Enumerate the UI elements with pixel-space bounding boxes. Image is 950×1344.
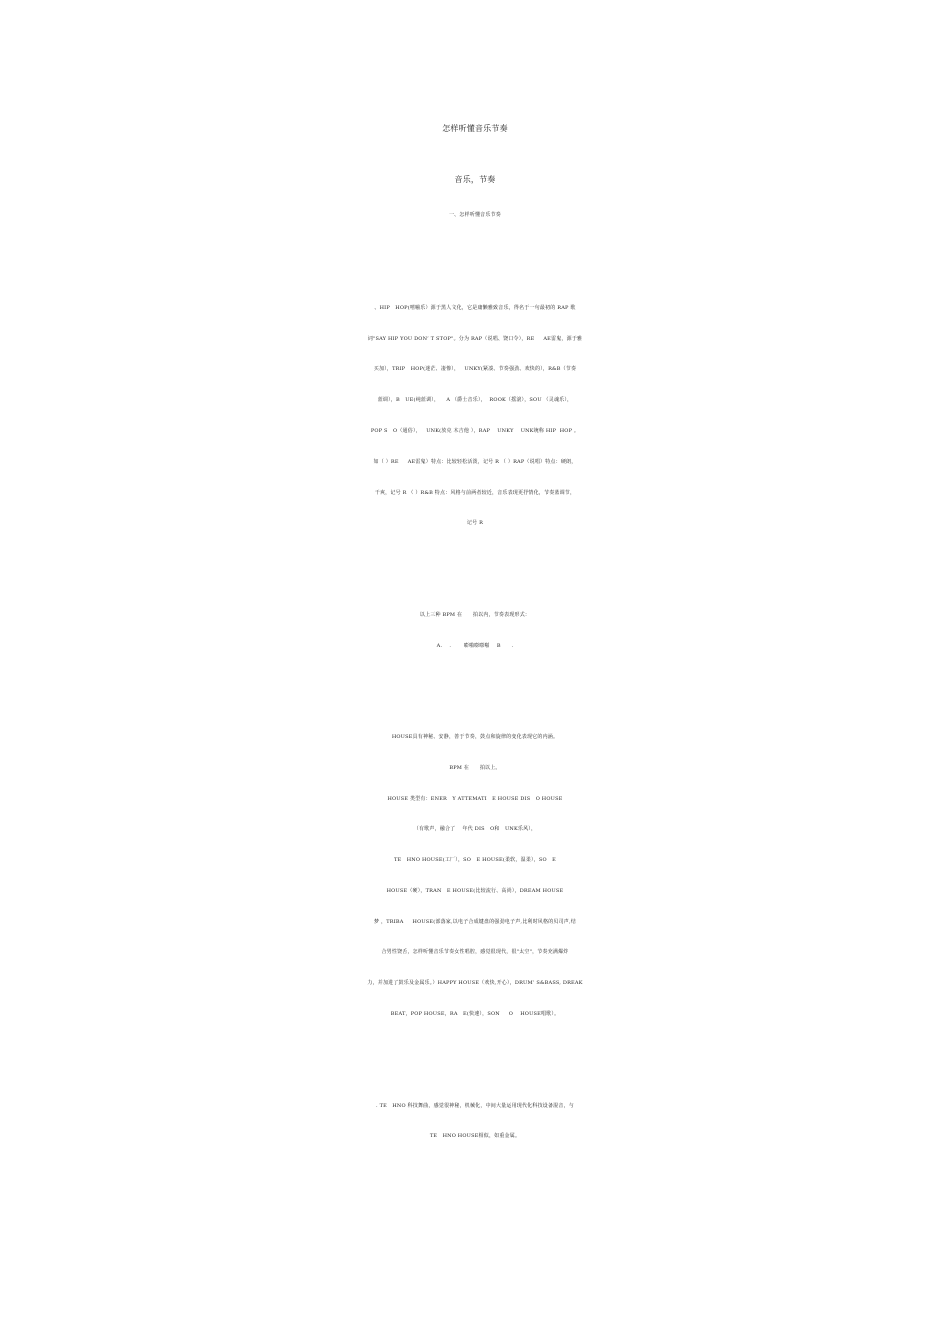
text-line: HOUSE 类型有：ENER Y ATTEMATI E HOUSE DIS O HOUSE — [387, 796, 563, 802]
text-line: HOUSE具有神秘、安静，善于节奏，鼓点和旋律的变化表现它的内涵。 — [391, 734, 559, 740]
document-title: 怎样听懂音乐节奏 — [442, 124, 508, 133]
text-line: 以上三种 BPM 在 拍以内，节奏表现形式： — [419, 612, 531, 618]
text-line: POP S O（通俗）， UNK(放克 木吉他 ），RAP UNKY UNK统称 HIP HOP 。 — [370, 428, 580, 434]
text-line: A. . 嘭啪嘭嘭啪 B . — [436, 643, 514, 649]
text-line: 如（ ）RE AE雷鬼）特点：比较轻松活泼，记号 R （ ）RAP（说唱）特点：硬朗， — [373, 459, 577, 465]
text-line: BPM 在 拍以上。 — [449, 765, 501, 771]
text-line: 合男性饶舌，怎样听懂音乐节奏女性唱腔，感觉很现代，很"太空"，节奏充满爆炸 — [381, 949, 569, 955]
text-line: 力，并加进了鼓乐及金属乐。）HAPPY HOUSE（欢快,开心），DRUM’ S&BASS, DREAK — [367, 980, 583, 986]
text-line: HOUSE（硬），TRAN E HOUSE(比较流行、高尚），DREAM HOUSE — [386, 888, 564, 894]
section-heading: 一、怎样听懂音乐节奏 — [448, 212, 501, 218]
text-line: TE HNO HOUSE(工厂），SO E HOUSE(柔软，温柔），SO E — [393, 857, 557, 863]
text-line: 、HIP HOP(嘻嘣乐）源于黑人文化，它是庸懒雅致音乐，得名于一句最初的 RAP 歌 — [374, 305, 576, 311]
text-line: 梦 ，TRIBA HOUSE(部落家,以电子合成键盘的强劲电子声,比利时风格的贝司声,结 — [374, 919, 576, 925]
document-keywords: 音乐，节奏 — [454, 175, 496, 184]
text-line: BEAT，POP HOUSE，RA E(快速），SON O HOUSE唱歌）。 — [390, 1011, 560, 1017]
text-line: 蓝调），B UE(纯蓝调）， A （爵士音乐）， ROOK（摇滚），SOU （灵魂乐）， — [377, 397, 573, 403]
text-line: 词"SAY HIP YOU DON’ T STOP"。分为 RAP（说唱、饶口令），RE AE雷鬼，源于雅 — [367, 336, 583, 342]
text-line: 干爽，记号 R （ ）R&B 特点：风格与前两者较近，音乐表现更抒情化，节奏蓝调节， — [374, 490, 576, 496]
text-line: 买加），TRIP HOP(迷茫、凄惨）， UNKY(紧凑、节奏强劲、欢快的），R&B（节奏 — [373, 366, 577, 372]
text-line: （有歌声，融合了 年代 DIS O和 UNK乐风）， — [413, 826, 537, 832]
text-line: 记号 R — [466, 520, 484, 526]
text-line: . TE HNO 科技舞曲，感觉很神秘，机械化，中间大量运用现代化科技设备混音，与 — [376, 1103, 574, 1109]
text-line: TE HNO HOUSE相似，如重金属。 — [429, 1133, 521, 1139]
